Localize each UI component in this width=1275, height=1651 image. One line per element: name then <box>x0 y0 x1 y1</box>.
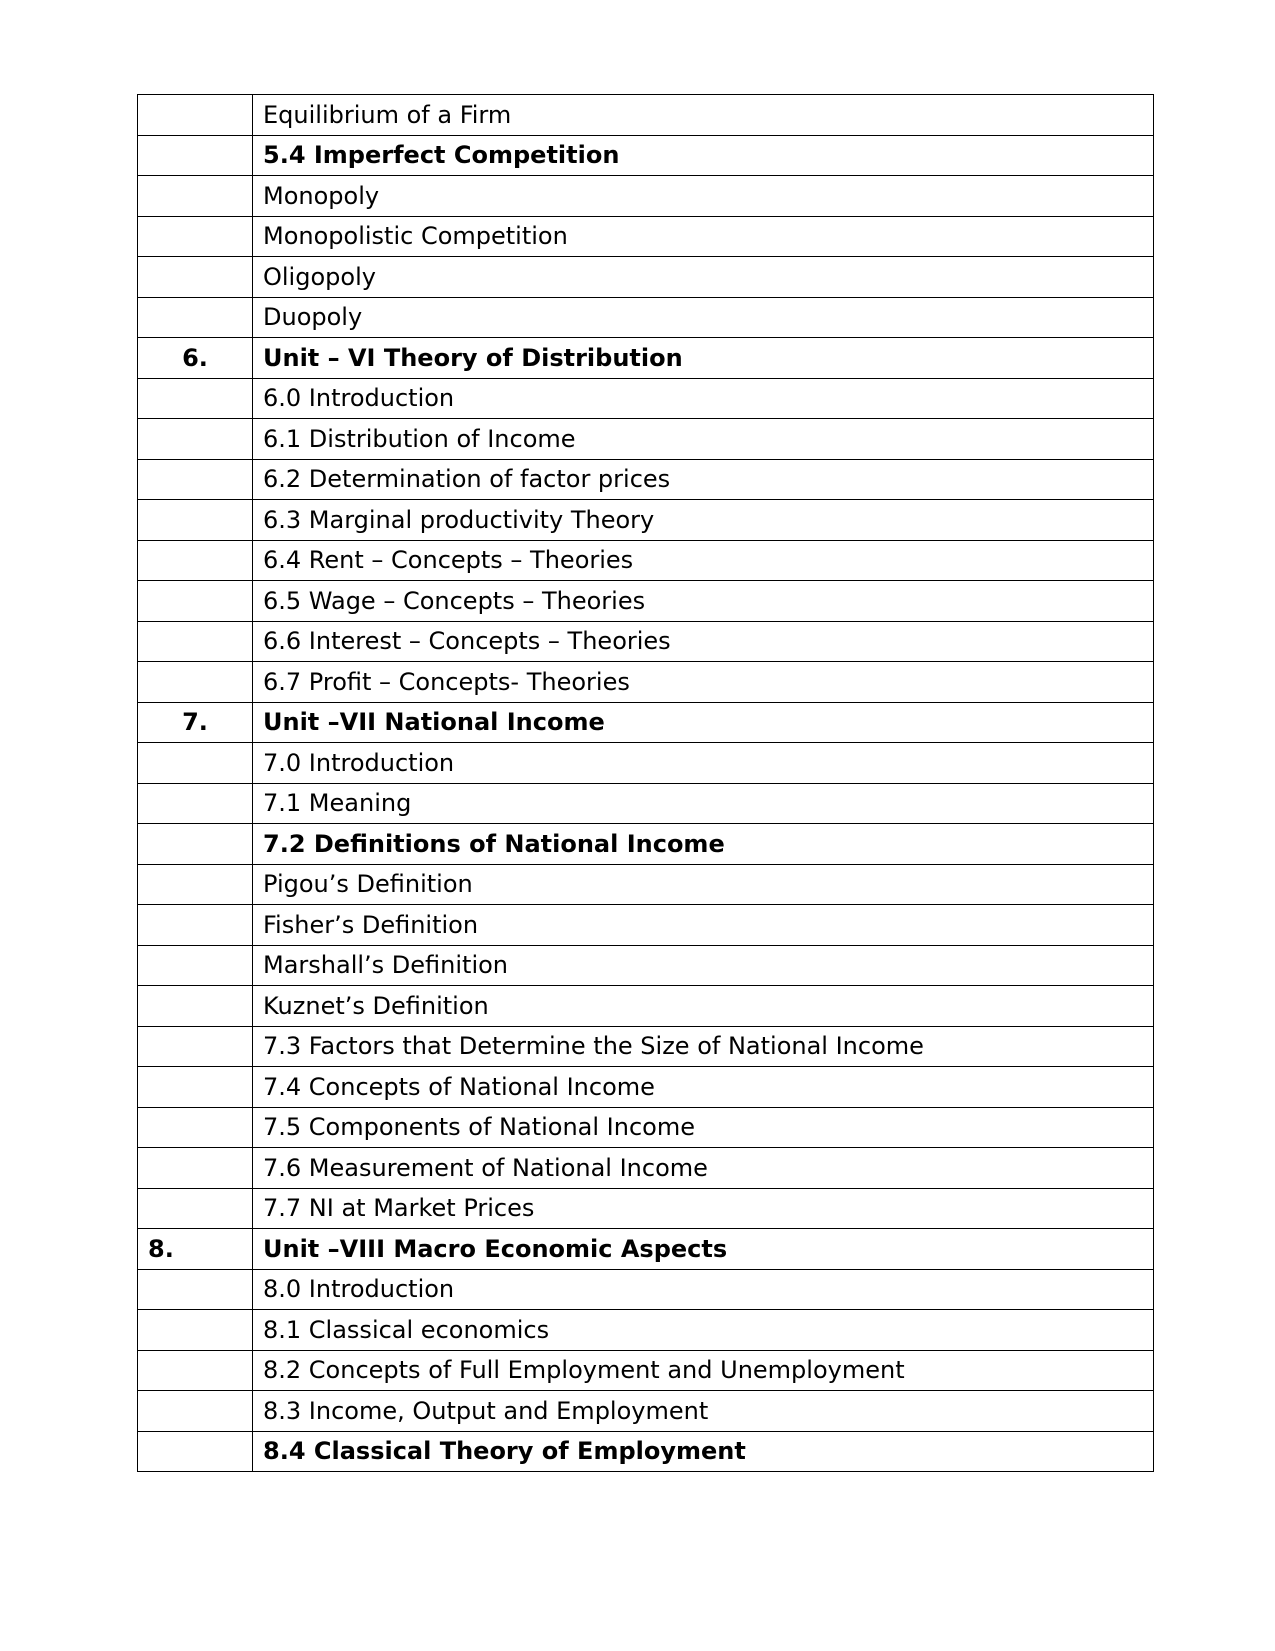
unit-number-cell <box>138 986 253 1027</box>
topic-cell: 7.1 Meaning <box>253 783 1154 824</box>
unit-number-cell <box>138 824 253 865</box>
unit-number-cell <box>138 1269 253 1310</box>
section-heading-cell: Unit –VII National Income <box>253 702 1154 743</box>
unit-number-cell <box>138 459 253 500</box>
unit-number-cell <box>138 1107 253 1148</box>
table-row <box>138 257 1154 298</box>
table-row <box>138 1026 1154 1067</box>
topic-cell: 7.5 Components of National Income <box>253 1107 1154 1148</box>
topic-cell: 6.4 Rent – Concepts – Theories <box>253 540 1154 581</box>
unit-number-cell <box>138 216 253 257</box>
unit-number-cell: 8. <box>138 1229 253 1270</box>
unit-number-cell <box>138 419 253 460</box>
topic-cell: 7.7 NI at Market Prices <box>253 1188 1154 1229</box>
table-row <box>138 702 1154 743</box>
table-row <box>138 945 1154 986</box>
unit-number-cell <box>138 297 253 338</box>
topic-cell: Duopoly <box>253 297 1154 338</box>
table-row <box>138 743 1154 784</box>
table-row <box>138 500 1154 541</box>
table-row <box>138 783 1154 824</box>
table-row <box>138 1350 1154 1391</box>
table-row <box>138 1269 1154 1310</box>
table-row <box>138 216 1154 257</box>
table-row <box>138 1188 1154 1229</box>
topic-cell: Pigou’s Definition <box>253 864 1154 905</box>
table-row <box>138 824 1154 865</box>
toc-table <box>137 94 1154 1472</box>
table-row <box>138 986 1154 1027</box>
unit-number-cell <box>138 1391 253 1432</box>
table-row <box>138 1148 1154 1189</box>
unit-number-cell <box>138 581 253 622</box>
unit-number-cell <box>138 1148 253 1189</box>
table-row <box>138 135 1154 176</box>
table-row <box>138 864 1154 905</box>
unit-number-cell <box>138 621 253 662</box>
table-row <box>138 1229 1154 1270</box>
unit-number-cell <box>138 500 253 541</box>
unit-number-cell <box>138 1067 253 1108</box>
topic-cell: 6.2 Determination of factor prices <box>253 459 1154 500</box>
topic-cell: Equilibrium of a Firm <box>253 95 1154 136</box>
topic-cell: Kuznet’s Definition <box>253 986 1154 1027</box>
unit-number-cell <box>138 1188 253 1229</box>
unit-number-cell <box>138 95 253 136</box>
table-row <box>138 459 1154 500</box>
section-heading-cell: 5.4 Imperfect Competition <box>253 135 1154 176</box>
topic-cell: 8.0 Introduction <box>253 1269 1154 1310</box>
table-row <box>138 378 1154 419</box>
table-row <box>138 176 1154 217</box>
unit-number-cell <box>138 176 253 217</box>
section-heading-cell: 7.2 Definitions of National Income <box>253 824 1154 865</box>
table-row <box>138 95 1154 136</box>
topic-cell: 6.3 Marginal productivity Theory <box>253 500 1154 541</box>
table-row <box>138 540 1154 581</box>
section-heading-cell: 8.4 Classical Theory of Employment <box>253 1431 1154 1472</box>
table-row <box>138 621 1154 662</box>
topic-cell: Marshall’s Definition <box>253 945 1154 986</box>
section-heading-cell: Unit – VI Theory of Distribution <box>253 338 1154 379</box>
unit-number-cell <box>138 1026 253 1067</box>
table-row <box>138 1391 1154 1432</box>
topic-cell: Fisher’s Definition <box>253 905 1154 946</box>
topic-cell: 6.0 Introduction <box>253 378 1154 419</box>
unit-number-cell <box>138 1431 253 1472</box>
section-heading-cell: Unit –VIII Macro Economic Aspects <box>253 1229 1154 1270</box>
topic-cell: 7.0 Introduction <box>253 743 1154 784</box>
unit-number-cell <box>138 257 253 298</box>
unit-number-cell <box>138 540 253 581</box>
topic-cell: 8.2 Concepts of Full Employment and Unemployment <box>253 1350 1154 1391</box>
table-row <box>138 581 1154 622</box>
unit-number-cell <box>138 1350 253 1391</box>
topic-cell: 6.6 Interest – Concepts – Theories <box>253 621 1154 662</box>
table-row <box>138 419 1154 460</box>
table-row <box>138 1310 1154 1351</box>
table-row <box>138 1431 1154 1472</box>
unit-number-cell <box>138 864 253 905</box>
table-row <box>138 1107 1154 1148</box>
topic-cell: 7.4 Concepts of National Income <box>253 1067 1154 1108</box>
toc-body <box>138 95 1154 1472</box>
unit-number-cell: 6. <box>138 338 253 379</box>
unit-number-cell <box>138 945 253 986</box>
topic-cell: 8.1 Classical economics <box>253 1310 1154 1351</box>
unit-number-cell <box>138 783 253 824</box>
topic-cell: 6.1 Distribution of Income <box>253 419 1154 460</box>
unit-number-cell <box>138 378 253 419</box>
unit-number-cell <box>138 1310 253 1351</box>
table-row <box>138 662 1154 703</box>
unit-number-cell <box>138 135 253 176</box>
topic-cell: 7.3 Factors that Determine the Size of National Income <box>253 1026 1154 1067</box>
unit-number-cell <box>138 905 253 946</box>
unit-number-cell <box>138 662 253 703</box>
topic-cell: 7.6 Measurement of National Income <box>253 1148 1154 1189</box>
topic-cell: 6.5 Wage – Concepts – Theories <box>253 581 1154 622</box>
topic-cell: Monopolistic Competition <box>253 216 1154 257</box>
topic-cell: Oligopoly <box>253 257 1154 298</box>
table-row <box>138 905 1154 946</box>
topic-cell: 8.3 Income, Output and Employment <box>253 1391 1154 1432</box>
unit-number-cell <box>138 743 253 784</box>
unit-number-cell: 7. <box>138 702 253 743</box>
topic-cell: 6.7 Profit – Concepts- Theories <box>253 662 1154 703</box>
topic-cell: Monopoly <box>253 176 1154 217</box>
table-row <box>138 297 1154 338</box>
table-row <box>138 1067 1154 1108</box>
table-row <box>138 338 1154 379</box>
